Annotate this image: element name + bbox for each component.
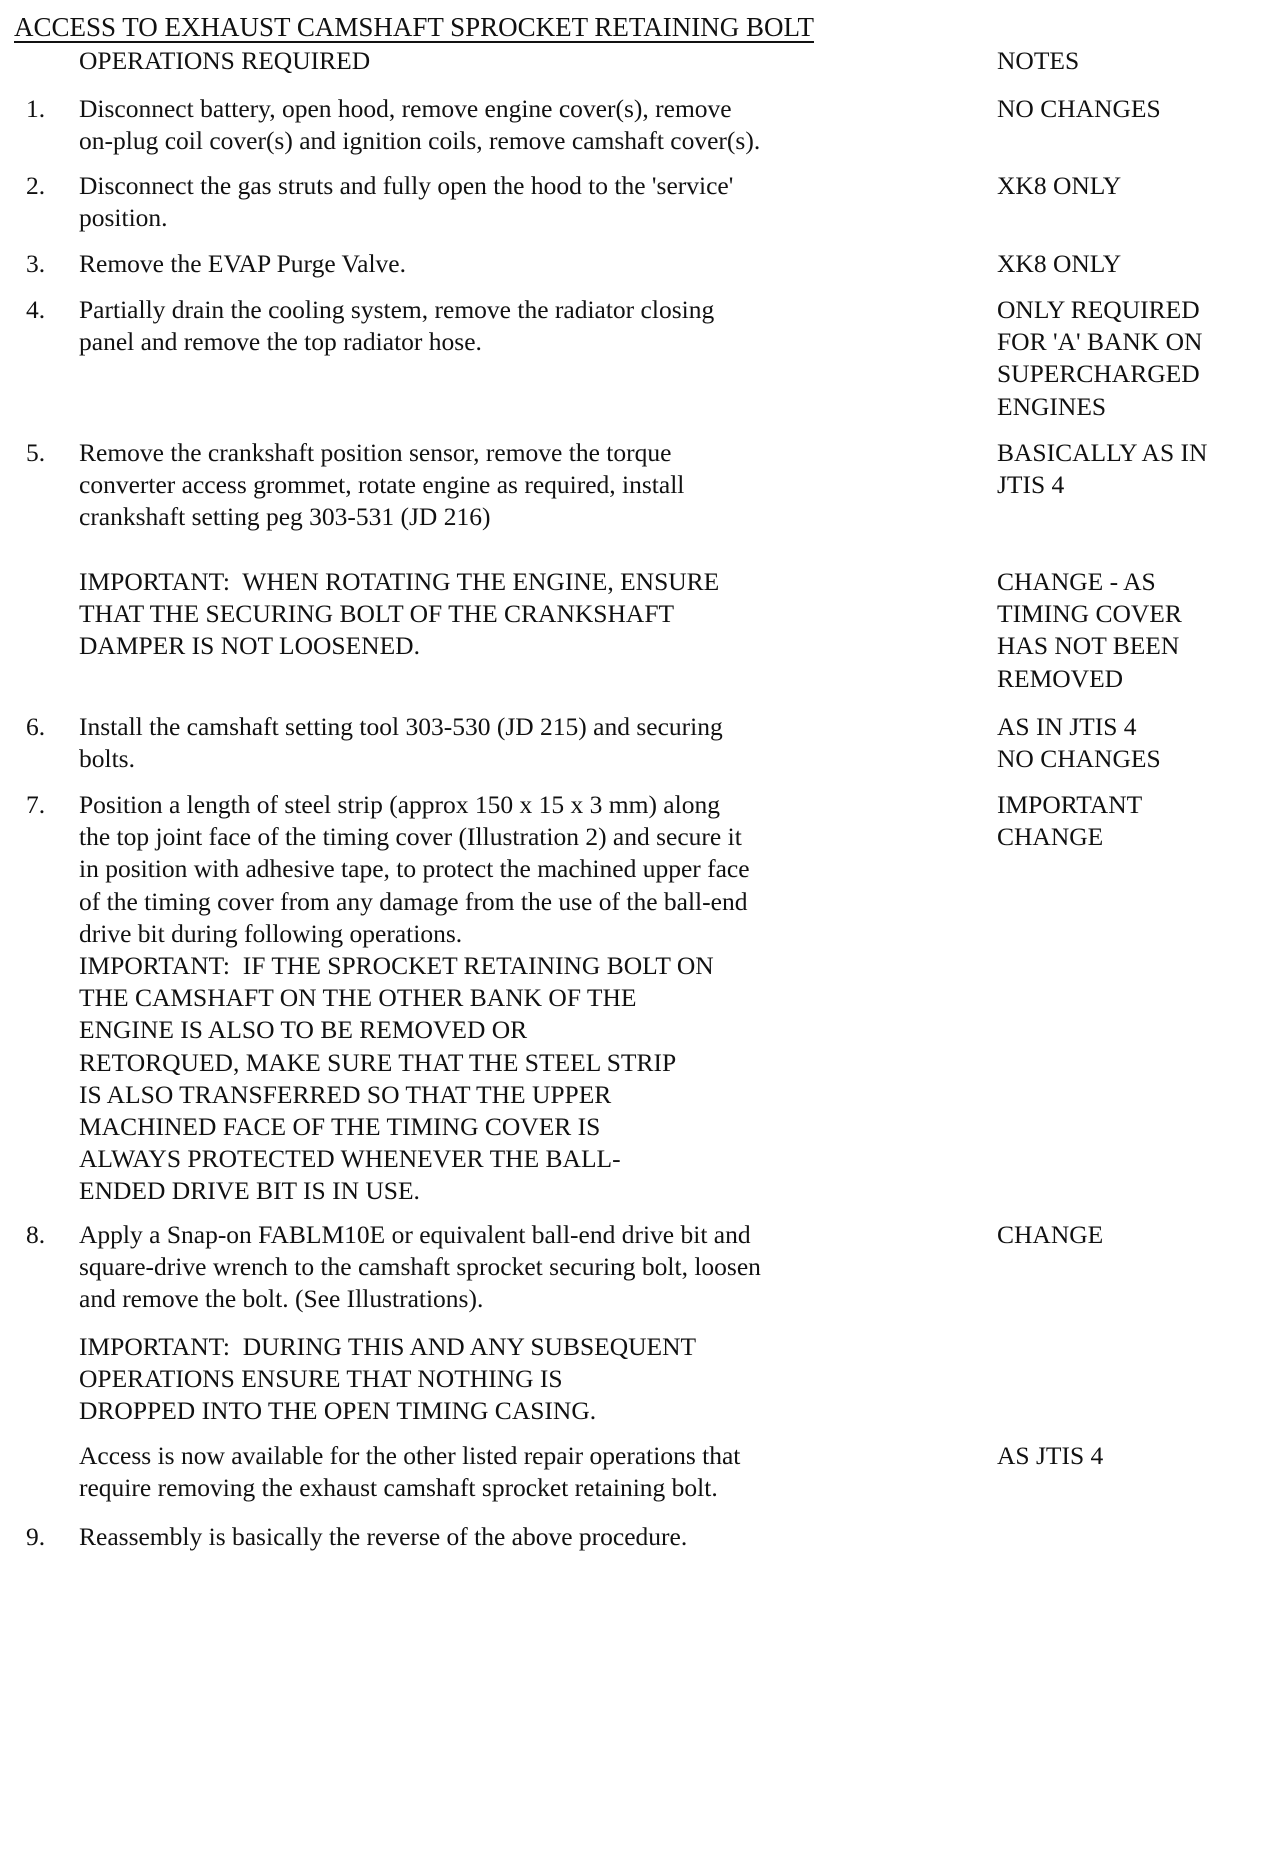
operation-text-line: THE CAMSHAFT ON THE OTHER BANK OF THE <box>79 983 637 1013</box>
operation-text-line: ALWAYS PROTECTED WHENEVER THE BALL- <box>79 1144 621 1174</box>
note-text-line: CHANGE <box>997 1220 1104 1249</box>
item-number: 6. <box>26 712 46 741</box>
note-text-line: NO CHANGES <box>997 744 1161 774</box>
item-number: 9. <box>26 1522 46 1551</box>
note-text-line: AS IN JTIS 4 <box>997 712 1137 741</box>
item-number: 7. <box>26 790 46 819</box>
note-text-line: NO CHANGES <box>997 94 1161 123</box>
operation-text-line: ENGINE IS ALSO TO BE REMOVED OR <box>79 1015 528 1045</box>
note-text-line: AS JTIS 4 <box>997 1441 1104 1470</box>
operation-text-line: THAT THE SECURING BOLT OF THE CRANKSHAFT <box>79 599 675 629</box>
operation-text-line: Partially drain the cooling system, remove the radiator closing <box>79 295 715 324</box>
operation-text-line: IMPORTANT: WHEN ROTATING THE ENGINE, ENSURE <box>79 567 720 596</box>
operation-text-line: square-drive wrench to the camshaft sprocket securing bolt, loosen <box>79 1252 761 1282</box>
note-text-line: JTIS 4 <box>997 470 1065 500</box>
operation-text-line: Apply a Snap-on FABLM10E or equivalent ball-end drive bit and <box>79 1220 751 1249</box>
operation-text-line: Remove the EVAP Purge Valve. <box>79 249 406 278</box>
operation-text-line: require removing the exhaust camshaft sprocket retaining bolt. <box>79 1473 718 1503</box>
note-text-line: CHANGE <box>997 822 1104 852</box>
operation-text-line: converter access grommet, rotate engine as required, install <box>79 470 685 500</box>
operation-text-line: crankshaft setting peg 303-531 (JD 216) <box>79 502 491 532</box>
item-number: 2. <box>26 171 46 200</box>
operation-text-line: in position with adhesive tape, to protect the machined upper face <box>79 854 750 884</box>
operations-header: OPERATIONS REQUIRED <box>79 46 371 75</box>
operation-text-line: of the timing cover from any damage from the use of the ball-end <box>79 886 748 916</box>
operation-text-line: Disconnect the gas struts and fully open the hood to the 'service' <box>79 171 734 200</box>
item-number: 4. <box>26 295 46 324</box>
operation-text-line: MACHINED FACE OF THE TIMING COVER IS <box>79 1112 601 1141</box>
operation-text-line: and remove the bolt. (See Illustrations). <box>79 1284 484 1314</box>
operation-text-line: position. <box>79 203 168 233</box>
operation-text-line: bolts. <box>79 744 135 774</box>
note-text-line: IMPORTANT <box>997 790 1143 819</box>
operation-text-line: Access is now available for the other listed repair operations that <box>79 1441 741 1470</box>
note-text-line: XK8 ONLY <box>997 249 1122 278</box>
note-text-line: SUPERCHARGED <box>997 359 1200 389</box>
note-text-line: FOR 'A' BANK ON <box>997 327 1203 357</box>
operation-text-line: Remove the crankshaft position sensor, remove the torque <box>79 438 672 467</box>
item-number: 8. <box>26 1220 46 1249</box>
note-text-line: ENGINES <box>997 391 1107 421</box>
operation-text-line: DROPPED INTO THE OPEN TIMING CASING. <box>79 1396 597 1426</box>
operation-text-line: Install the camshaft setting tool 303-530 (JD 215) and securing <box>79 712 723 741</box>
operation-text-line: the top joint face of the timing cover (Illustration 2) and secure it <box>79 822 742 852</box>
operation-text-line: Reassembly is basically the reverse of the above procedure. <box>79 1522 688 1551</box>
note-text-line: ONLY REQUIRED <box>997 295 1200 324</box>
operation-text-line: on-plug coil cover(s) and ignition coils, remove camshaft cover(s). <box>79 126 761 156</box>
operation-text-line: ENDED DRIVE BIT IS IN USE. <box>79 1176 420 1206</box>
operation-text-line: Position a length of steel strip (approx 150 x 15 x 3 mm) along <box>79 790 720 819</box>
notes-header: NOTES <box>997 46 1080 75</box>
document-title: ACCESS TO EXHAUST CAMSHAFT SPROCKET RETAINING BOLT <box>14 12 814 42</box>
note-text-line: REMOVED <box>997 663 1124 693</box>
operation-text-line: RETORQUED, MAKE SURE THAT THE STEEL STRIP <box>79 1047 677 1077</box>
item-number: 3. <box>26 249 46 278</box>
operation-text-line: IMPORTANT: DURING THIS AND ANY SUBSEQUENT <box>79 1332 697 1361</box>
operation-text-line: panel and remove the top radiator hose. <box>79 327 482 357</box>
note-text-line: CHANGE - AS <box>997 567 1156 596</box>
item-number: 1. <box>26 94 46 123</box>
note-text-line: HAS NOT BEEN <box>997 631 1180 661</box>
operation-text-line: IMPORTANT: IF THE SPROCKET RETAINING BOLT ON <box>79 951 714 980</box>
operation-text-line: Disconnect battery, open hood, remove engine cover(s), remove <box>79 94 732 123</box>
note-text-line: XK8 ONLY <box>997 171 1122 200</box>
operation-text-line: OPERATIONS ENSURE THAT NOTHING IS <box>79 1364 563 1394</box>
operation-text-line: drive bit during following operations. <box>79 918 463 948</box>
operation-text-line: DAMPER IS NOT LOOSENED. <box>79 631 420 661</box>
operation-text-line: IS ALSO TRANSFERRED SO THAT THE UPPER <box>79 1079 612 1109</box>
item-number: 5. <box>26 438 46 467</box>
note-text-line: BASICALLY AS IN <box>997 438 1208 467</box>
note-text-line: TIMING COVER <box>997 599 1182 629</box>
